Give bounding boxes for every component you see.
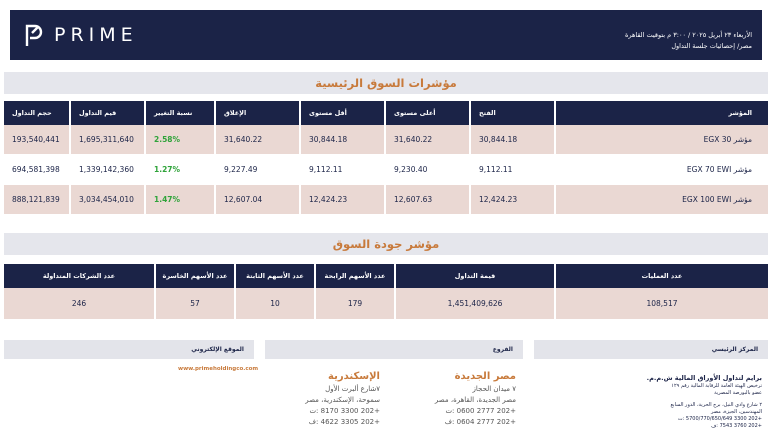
report-header — [10, 10, 762, 60]
brand-logo — [22, 20, 138, 50]
membership-line: عضو بالبورصة المصرية — [714, 390, 762, 396]
high-value: 31,640.22 — [384, 125, 469, 155]
indices-section-title: مؤشرات السوق الرئيسية — [4, 72, 768, 94]
index-name: مؤشر EGX 100 EWI — [554, 185, 768, 215]
col-index: المؤشر — [554, 101, 768, 125]
branch-phone: +202 2777 0600 :ت — [445, 407, 516, 415]
traded-volume: 193,540,441 — [4, 125, 69, 155]
branch-heliopolis — [435, 370, 516, 428]
low-value: 12,424.23 — [299, 185, 384, 215]
trades-count: 108,517 — [554, 288, 768, 320]
col-trades: عدد العمليات — [554, 264, 768, 288]
open-value: 12,424.23 — [469, 185, 554, 215]
close-value: 31,640.22 — [214, 125, 299, 155]
col-change: نسبة التغيير — [144, 101, 214, 125]
quality-section-title: مؤشر جودة السوق — [4, 233, 768, 255]
quality-header-row — [4, 264, 768, 288]
losers-count: 57 — [154, 288, 234, 320]
indices-header-row — [4, 101, 768, 125]
col-volume: حجم التداول — [4, 101, 69, 125]
traded-value: 1,695,311,640 — [69, 125, 144, 155]
branch-address: مصر الجديدة، القاهرة، مصر — [434, 396, 516, 404]
col-close: الإغلاق — [214, 101, 299, 125]
open-value: 9,112.11 — [469, 155, 554, 185]
branch-fax: +202 2777 0604 :ف — [444, 418, 516, 426]
branch-address: سموحة، الإسكندرية، مصر — [305, 396, 380, 404]
col-traded-companies: عدد الشركات المتداولة — [4, 264, 154, 288]
table-row — [4, 185, 768, 215]
branch-address: ٧ ميدان الحجاز — [472, 385, 516, 393]
col-high: أعلى مستوى — [384, 101, 469, 125]
hq-address: ٢ شارع وادي النيل، برج الحرية، الدور السابع — [670, 402, 762, 408]
branch-fax: +202 3305 4622 :ف — [308, 418, 380, 426]
traded-volume: 694,581,398 — [4, 155, 69, 185]
website-link[interactable]: www.primeholdingco.com — [178, 366, 259, 372]
quality-table — [4, 264, 768, 320]
col-open: الفتح — [469, 101, 554, 125]
col-low: أقل مستوى — [299, 101, 384, 125]
col-unchanged: عدد الأسهم الثابتة — [234, 264, 314, 288]
report-date: الأربعاء ٢٣ أبريل ٢٠٢٥ / ٣:٠٠ م بتوقيت القاهرة — [624, 31, 752, 39]
change-value: 1.27% — [144, 155, 214, 185]
col-losers: عدد الأسهم الخاسرة — [154, 264, 234, 288]
indices-table — [4, 101, 768, 215]
open-value: 30,844.18 — [469, 125, 554, 155]
hq-phone: +202 3300 5700/770/650/649 :ت — [677, 416, 762, 422]
hq-address: المهندسين، الجيزة، مصر — [711, 409, 762, 415]
branch-phone: +202 3300 8170 :ت — [309, 407, 380, 415]
low-value: 30,844.18 — [299, 125, 384, 155]
traded-volume: 888,121,839 — [4, 185, 69, 215]
branches-label: الفروع — [265, 340, 523, 359]
index-name: مؤشر EGX 30 — [554, 125, 768, 155]
index-name: مؤشر EGX 70 EWI — [554, 155, 768, 185]
branch-alexandria — [305, 370, 380, 428]
col-value: قيم التداول — [69, 101, 144, 125]
close-value: 12,607.04 — [214, 185, 299, 215]
hq-fax: +202 3760 7543 :ف — [711, 423, 762, 429]
table-row — [4, 155, 768, 185]
traded-value: 3,034,454,010 — [69, 185, 144, 215]
table-row — [4, 288, 768, 320]
high-value: 12,607.63 — [384, 185, 469, 215]
report-subtitle: مصر/ إحصائيات جلسة التداول — [671, 42, 752, 50]
company-name: برايم لتداول الأوراق المالية ش.م.م. — [646, 374, 762, 382]
hq-label: المركز الرئيسي — [534, 340, 768, 359]
col-trade-value: قيمة التداول — [394, 264, 554, 288]
traded-value: 1,339,142,360 — [69, 155, 144, 185]
gainers-count: 179 — [314, 288, 394, 320]
trade-value: 1,451,409,626 — [394, 288, 554, 320]
branch-address: ٧شارع ألبرت الأول — [325, 385, 380, 393]
close-value: 9,227.49 — [214, 155, 299, 185]
table-row — [4, 125, 768, 155]
companies-count: 246 — [4, 288, 154, 320]
change-value: 2.58% — [144, 125, 214, 155]
unchanged-count: 10 — [234, 288, 314, 320]
col-gainers: عدد الأسهم الرابحة — [314, 264, 394, 288]
license-line: ترخيص الهيئة العامة للرقابة المالية رقم ١٢٩ — [671, 383, 762, 389]
brand-name: PRIME — [54, 24, 138, 46]
website-label: الموقع الإلكتروني — [4, 340, 254, 359]
branch-name: مصر الجديدة — [454, 371, 516, 382]
branch-name: الإسكندرية — [328, 371, 380, 382]
high-value: 9,230.40 — [384, 155, 469, 185]
header-info — [625, 30, 752, 52]
low-value: 9,112.11 — [299, 155, 384, 185]
hq-address-block — [532, 374, 762, 430]
prime-logo-icon — [22, 22, 44, 48]
change-value: 1.47% — [144, 185, 214, 215]
